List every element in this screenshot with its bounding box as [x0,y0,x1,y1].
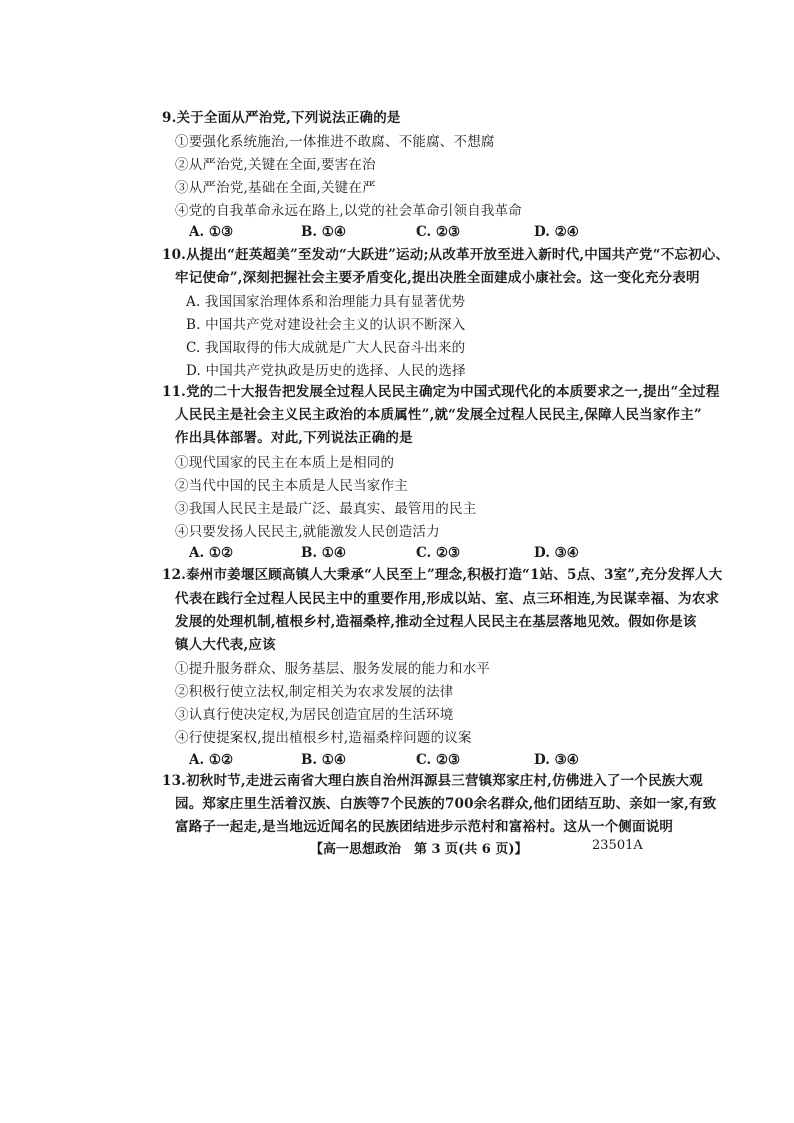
page-footer-title: 【高一思想政治 第 3 页(共 6 页)】 [310,842,528,857]
option-b[interactable]: B. ①④ [301,752,347,768]
question-stem: 10.从提出“赶英超美”至发动“大跃进”运动;从改革开放至进入新时代,中国共产党“不忘初心、 [162,247,730,263]
option-b[interactable]: B. ①④ [301,224,347,240]
option-a[interactable]: A. ①② [189,545,234,561]
statement-item: ①提升服务群众、服务基层、服务发展的能力和水平 [175,661,491,677]
question-stem: 13.初秋时节,走进云南省大理白族自治州洱源县三营镇郑家庄村,仿佛进入了一个民族大观 [162,773,703,789]
option-b[interactable]: B. 中国共产党对建设社会主义的认识不断深入 [186,317,466,333]
option-d[interactable]: D. ③④ [534,752,579,768]
option-c[interactable]: C. ②③ [416,224,461,240]
option-c[interactable]: C. 我国取得的伟大成就是广大人民奋斗出来的 [186,340,466,356]
statement-item: ②积极行使立法权,制定相关为农求发展的法律 [175,684,454,700]
question-stem: 11.党的二十大报告把发展全过程人民民主确定为中国式现代化的本质要求之一,提出“全过程 [162,384,720,400]
question-stem: 代表在践行全过程人民民主中的重要作用,形成以站、室、点三环相连,为民谋幸福、为农求 [175,591,720,607]
option-a[interactable]: A. 我国国家治理体系和治理能力具有显著优势 [186,294,466,310]
statement-item: ①要强化系统施治,一体推进不敢腐、不能腐、不想腐 [175,134,495,150]
question-stem: 9.关于全面从严治党,下列说法正确的是 [162,110,401,126]
option-d[interactable]: D. ③④ [534,545,579,561]
question-stem: 12.泰州市姜堰区顾高镇人大秉承“人民至上”理念,积极打造“1站、5点、3室”,充分发挥人大 [162,567,723,583]
option-d[interactable]: D. 中国共产党执政是历史的选择、人民的选择 [186,363,466,379]
question-stem: 人民民主是社会主义民主政治的本质属性”,就“发展全过程人民民主,保障人民当家作主” [175,407,702,423]
statement-item: ④只要发扬人民民主,就能激发人民创造活力 [175,524,440,540]
question-stem: 园。郑家庄里生活着汉族、白族等7个民族的700余名群众,他们团结互助、亲如一家,有致 [175,796,717,812]
option-b[interactable]: B. ①④ [301,545,347,561]
option-a[interactable]: A. ①③ [189,224,234,240]
question-stem: 作出具体部署。对此,下列说法正确的是 [175,430,413,446]
option-d[interactable]: D. ②④ [534,224,579,240]
statement-item: ④党的自我革命永远在路上,以党的社会革命引领自我革命 [175,203,522,219]
statement-item: ②当代中国的民主本质是人民当家作主 [175,478,408,494]
statement-item: ①现代国家的民主在本质上是相同的 [175,455,395,471]
question-stem: 牢记使命”,深刻把握社会主要矛盾变化,提出决胜全面建成小康社会。这一变化充分表明 [175,270,700,286]
statement-item: ③我国人民民主是最广泛、最真实、最管用的民主 [175,501,477,517]
exam-code: 23501A [592,838,643,853]
statement-item: ③认真行使决定权,为居民创造宜居的生活环境 [175,707,454,723]
question-stem: 镇人大代表,应该 [175,637,276,653]
question-stem: 富路子一起走,是当地远近闻名的民族团结进步示范村和富裕村。这从一个侧面说明 [175,819,674,835]
option-c[interactable]: C. ②③ [416,545,461,561]
question-stem: 发展的处理机制,植根乡村,造福桑梓,推动全过程人民民主在基层落地见效。假如你是该 [175,614,697,630]
statement-item: ④行使提案权,提出植根乡村,造福桑梓问题的议案 [175,730,472,746]
statement-item: ③从严治党,基础在全面,关键在严 [175,180,376,196]
option-c[interactable]: C. ②③ [416,752,461,768]
option-a[interactable]: A. ①② [189,752,234,768]
statement-item: ②从严治党,关键在全面,要害在治 [175,157,376,173]
